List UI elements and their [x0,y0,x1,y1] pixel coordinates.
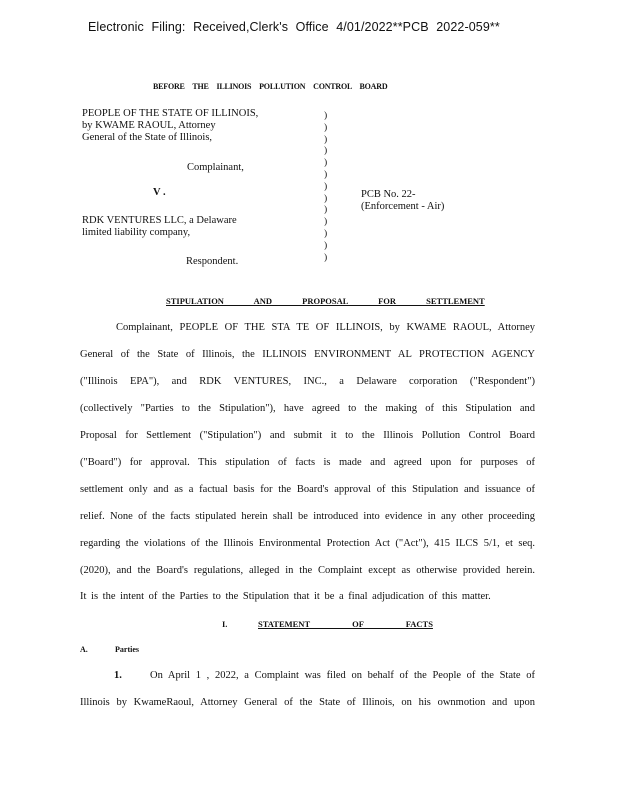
intro-line: settlement only and as a factual basis for the Board's approval of this Stipulation and issuance of [80,484,535,495]
paren: ) [324,228,328,239]
paren: ) [324,158,328,169]
intro-line: General of the State of Illinois, the ILLINOIS ENVIRONMENT AL PROTECTION AGENCY [80,349,535,360]
intro-line: (2020), and the Board's regulations, alleged in the Complaint except as otherwise provided herein. [80,565,535,576]
intro-line: regarding the violations of the Illinois Environmental Protection Act ("Act"), 415 ILCS 5/1, et seq. [80,538,535,549]
paren: ) [324,122,328,133]
paren: ) [324,193,328,204]
respondent-line: RDK VENTURES LLC, a Delaware [82,215,237,226]
paren: ) [324,217,328,228]
complainant-role: Complainant, [187,162,244,173]
intro-line: ("Board") for approval. This stipulation of facts is made and agreed upon for purposes of [80,457,535,468]
paren: ) [324,169,328,180]
intro-line: (collectively "Parties to the Stipulation"), have agreed to the making of this Stipulation and [80,403,535,414]
enforcement-type: (Enforcement - Air) [361,201,445,212]
complainant-line: by KWAME RAOUL, Attorney [82,120,216,131]
filing-stamp-header: Electronic Filing: Received,Clerk's Office 4/01/2022**PCB 2022-059** [88,20,500,34]
complainant-line: PEOPLE OF THE STATE OF ILLINOIS, [82,108,259,119]
pcb-number: PCB No. 22- [361,189,416,200]
intro-line: relief. None of the facts stipulated herein shall be introduced into evidence in any other proceeding [80,511,535,522]
section-title: STATEMENT OF FACTS [258,619,433,629]
caption-parentheses [324,111,327,264]
versus-label: V . [153,187,166,198]
complainant-block [82,108,258,144]
respondent-block [82,215,237,239]
intro-line: It is the intent of the Parties to the Stipulation that it be a final adjudication of this matter. [80,591,491,602]
paren: ) [324,134,328,145]
respondent-line: limited liability company, [82,227,191,238]
paragraph-number: 1. [114,670,122,681]
paren: ) [324,205,328,216]
section-numeral: I. [222,619,228,629]
paren: ) [324,111,328,121]
para1-line: Illinois by KwameRaoul, Attorney General of the State of Illinois, on his ownmotion and upon [80,697,535,708]
intro-line: ("Illinois EPA"), and RDK VENTURES, INC., a Delaware corporation ("Respondent") [80,376,535,387]
paren: ) [324,146,328,157]
complainant-line: General of the State of Illinois, [82,132,213,143]
intro-line: Complainant, PEOPLE OF THE STA TE OF ILLINOIS, by KWAME RAOUL, Attorney [116,322,535,333]
board-title: BEFORE THE ILLINOIS POLLUTION CONTROL BOARD [153,82,388,91]
case-number-block [361,189,444,213]
paren: ) [324,252,328,263]
subsection-title: Parties [115,645,139,654]
respondent-role: Respondent. [186,256,239,267]
subsection-letter: A. [80,645,88,654]
para1-line: On April 1 , 2022, a Complaint was filed on behalf of the People of the State of [150,670,535,681]
paren: ) [324,181,328,192]
intro-line: Proposal for Settlement ("Stipulation") and submit it to the Illinois Pollution Control Board [80,430,535,441]
document-title: STIPULATION AND PROPOSAL FOR SETTLEMENT [166,296,485,306]
paren: ) [324,240,328,251]
